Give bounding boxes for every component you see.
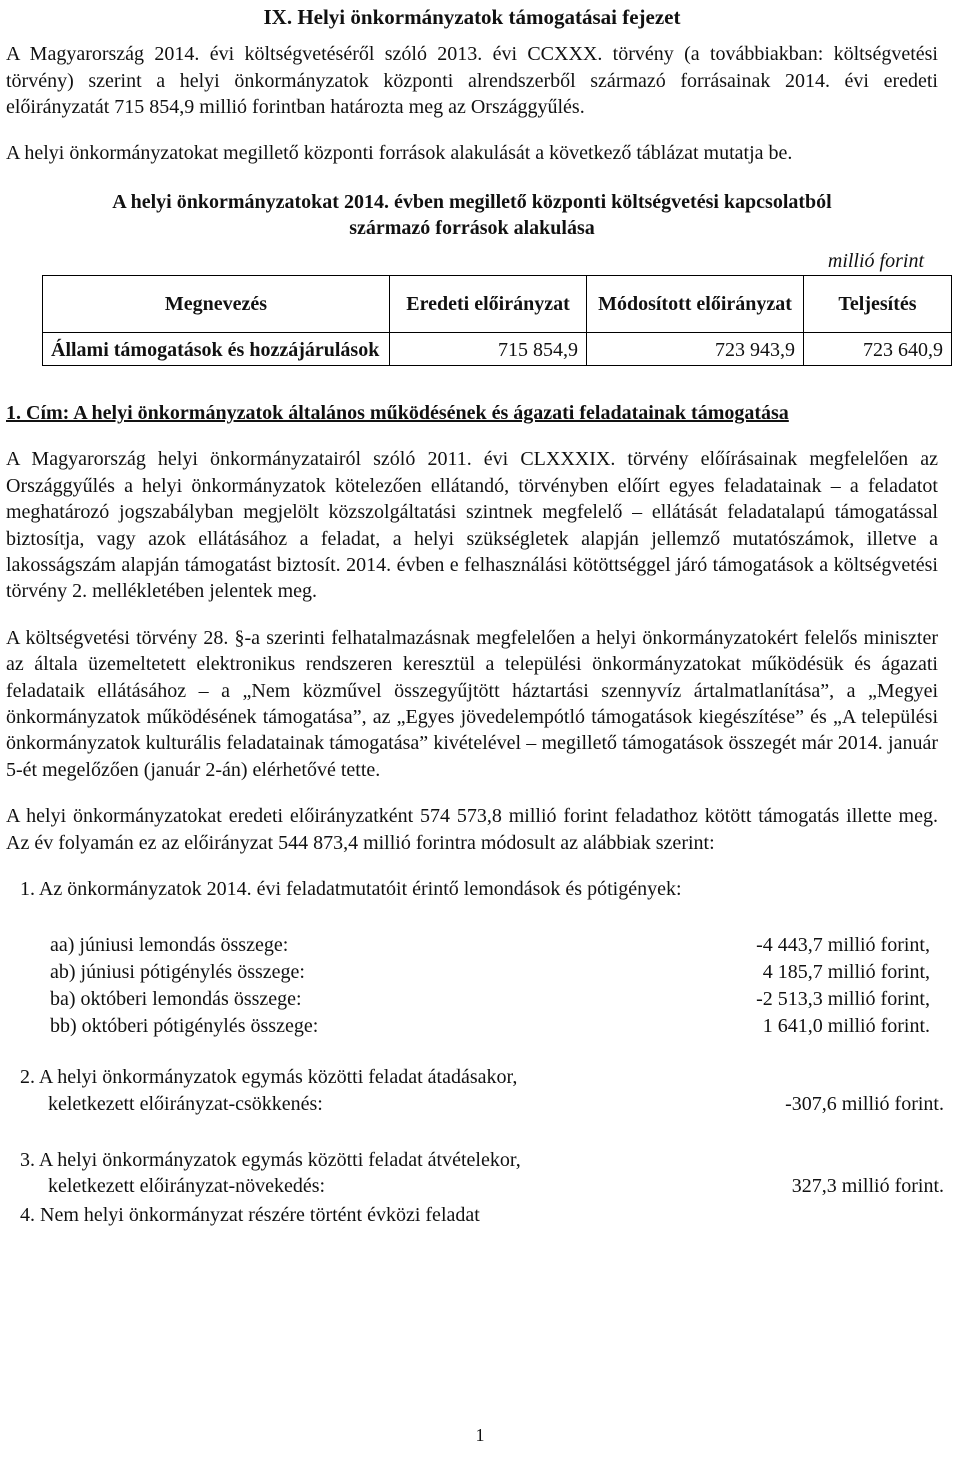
- header-performance: Teljesítés: [804, 276, 952, 333]
- list-item: [50, 1013, 930, 1040]
- page-number: 1: [475, 1425, 485, 1445]
- header-modified: Módosított előirányzat: [587, 276, 804, 333]
- list-item-2: [20, 1064, 944, 1117]
- sub-list: [50, 932, 930, 1040]
- list-item-2-line2: keletkezett előirányzat-csökkenés:: [48, 1092, 323, 1115]
- list-item-3-amount: 327,3 millió forint.: [791, 1175, 944, 1198]
- cell-modified: 723 943,9: [587, 333, 804, 366]
- section-paragraph-1: A Magyarország helyi önkormányzatairól szóló 2011. évi CLXXXIX. törvény előírásainak megfelelően az Országgyűlés a helyi önkormányzatok kötelezően ellátandó, törvényben előírt egyes feladatainak – a feladatot meghatározó jogszabályban megjelölt közszolgáltatási szintnek megfelelő – ellátását feladatalapú támogatással biztosítja, vagy azok ellátásához a feladat, a helyi szükségletek alapján jellemző mutatószámok, illetve a lakosságszám alapján támogatást biztosít. 2014. évben e felhasználási kötöttséggel járó támogatások a költségvetési törvény 2. mellékletében jelentek meg.: [6, 448, 938, 603]
- section-title: 1. Cím: A helyi önkormányzatok általános működésének és ágazati feladatainak támogatása: [6, 402, 789, 425]
- sub-label: bb) októberi pótigénylés összege:: [50, 1015, 319, 1038]
- cell-name: Állami támogatások és hozzájárulások: [43, 333, 390, 366]
- table-title-line2: származó források alakulása: [349, 217, 595, 240]
- list-item-1: 1. Az önkormányzatok 2014. évi feladatmutatóit érintő lemondások és pótigények:: [20, 877, 682, 900]
- list-item-4: 4. Nem helyi önkormányzat részére történt évközi feladat: [20, 1203, 480, 1226]
- list-item-3-row: [20, 1173, 944, 1199]
- section-paragraph-3: A helyi önkormányzatokat eredeti előirányzatként 574 573,8 millió forint feladathoz kötött támogatás illette meg. Az év folyamán ez az előirányzat 544 873,4 millió forintra módosult az alábbiak szerint:: [6, 805, 938, 854]
- cell-original: 715 854,9: [390, 333, 587, 366]
- header-original: Eredeti előirányzat: [390, 276, 587, 333]
- table-row: [43, 333, 952, 366]
- resources-table: [42, 275, 952, 366]
- sub-label: ba) októberi lemondás összege:: [50, 988, 302, 1011]
- sub-amount: -4 443,7 millió forint,: [756, 934, 930, 957]
- list-item-2-amount: -307,6 millió forint.: [785, 1092, 944, 1115]
- list-item-2-row: [20, 1091, 944, 1117]
- sub-label: ab) júniusi pótigénylés összege:: [50, 961, 305, 984]
- cell-performance: 723 640,9: [804, 333, 952, 366]
- table-title-line1: A helyi önkormányzatokat 2014. évben megillető központi költségvetési kapcsolatból: [112, 190, 832, 213]
- list-item: [50, 959, 930, 986]
- lead-paragraph: A helyi önkormányzatokat megillető központi források alakulását a következő táblázat mutatja be.: [6, 142, 793, 165]
- sub-amount: -2 513,3 millió forint,: [756, 988, 930, 1011]
- table-header-row: [43, 276, 952, 333]
- list-item-3-line1: 3. A helyi önkormányzatok egymás közötti feladat átvételekor,: [20, 1149, 521, 1172]
- table-unit: millió forint: [827, 249, 924, 272]
- sub-amount: 4 185,7 millió forint,: [762, 961, 930, 984]
- header-name: Megnevezés: [43, 276, 390, 333]
- section-paragraph-2: A költségvetési törvény 28. §-a szerinti felhatalmazásnak megfelelően a helyi önkormányzatokért felelős miniszter az általa üzemeltetett elektronikus rendszeren keresztül a települési önkormányzatokat működésük és ágazati feladataik ellátásához – a „Nem közművel összegyűjtött háztartási szennyvíz ártalmatlanítása”, a „Megyei önkormányzatok működésének támogatása”, az „Egyes jövedelempótló támogatások kiegészítése” és „A települési önkormányzatok kulturális feladatainak támogatása” kivételével – megillető támogatások összegét már 2014. január 5-ét megelőzően (január 2-án) elérhetővé tette.: [6, 626, 938, 781]
- chapter-heading: IX. Helyi önkormányzatok támogatásai fejezet: [263, 5, 681, 29]
- intro-paragraph: A Magyarország 2014. évi költségvetéséről szóló 2013. évi CCXXX. törvény (a továbbiakban: költségvetési törvény) szerint a helyi önkormányzatok központi alrendszerből származó forrásainak 2014. évi eredeti előirányzatát 715 854,9 millió forintban határozta meg az Országgyűlés.: [6, 43, 938, 119]
- list-item-3-line2: keletkezett előirányzat-növekedés:: [48, 1175, 326, 1198]
- list-item-2-line1: 2. A helyi önkormányzatok egymás közötti feladat átadásakor,: [20, 1066, 518, 1089]
- list-item-3: [20, 1147, 944, 1200]
- sub-label: aa) júniusi lemondás összege:: [50, 934, 289, 957]
- table-title: [6, 189, 938, 242]
- list-item: [50, 932, 930, 959]
- sub-amount: 1 641,0 millió forint.: [762, 1015, 930, 1038]
- list-item: [50, 986, 930, 1013]
